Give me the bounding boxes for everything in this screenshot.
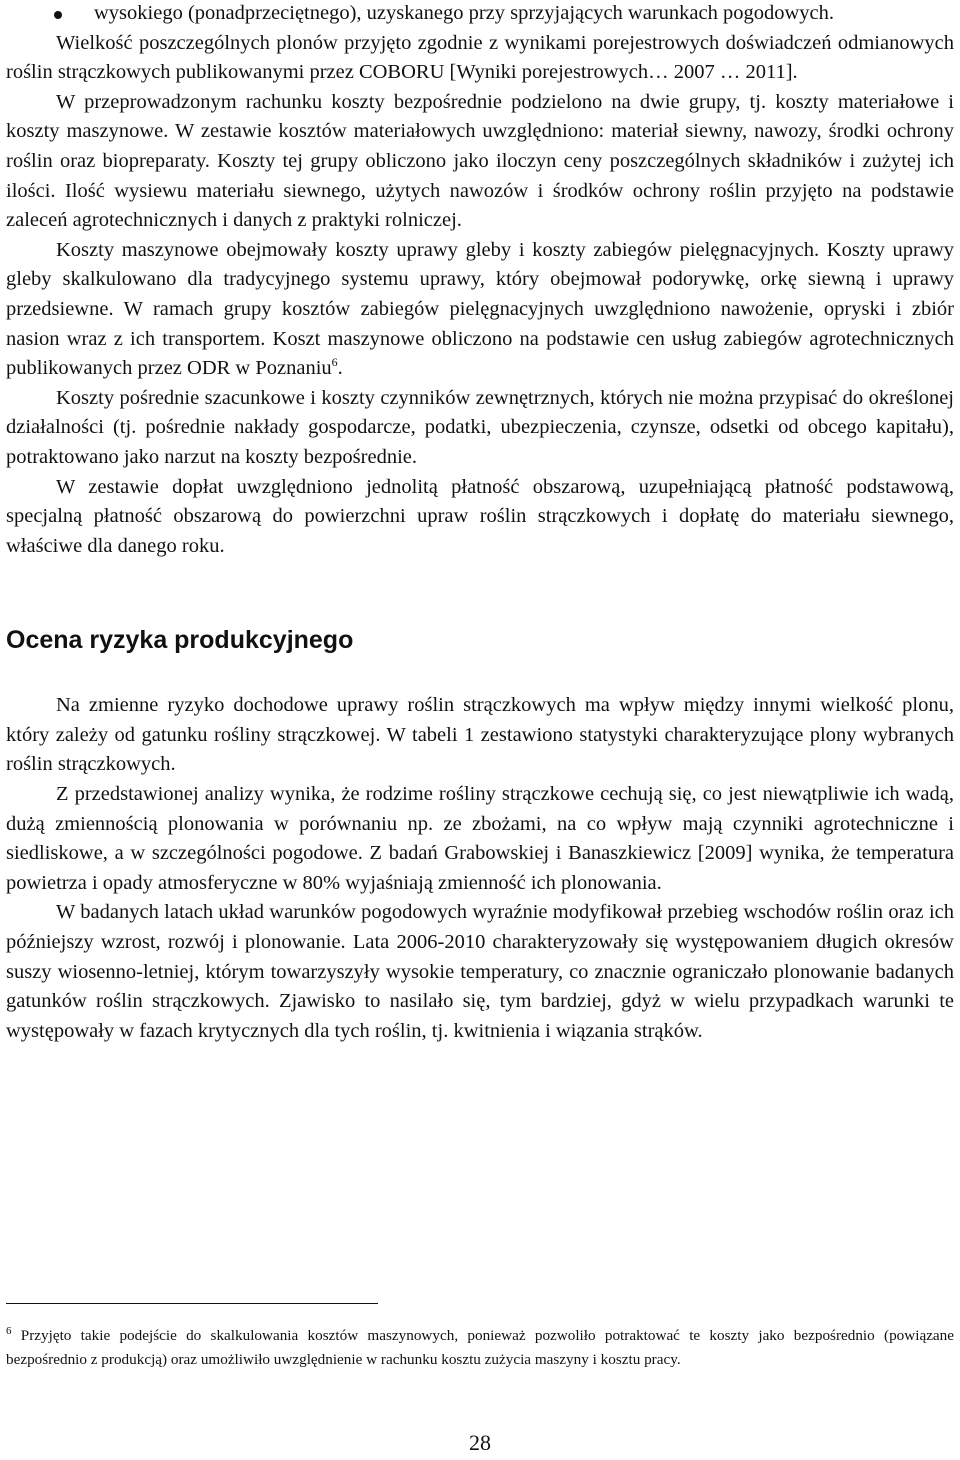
machine-costs-text: Koszty maszynowe obejmowały koszty uprawy gleby i koszty zabiegów pielęgnacyjnych. Koszty uprawy gleby skalkulowano dla tradycyjnego systemu uprawy, który obejmował podorywkę, orkę siewną i uprawy przedsiewne. W ramach grupy kosztów zabiegów pielęgnacyjnych uwzględniono nawożenie, opryski i zbiór nasion wraz z ich transportem. Koszt maszynowe obliczono na podstawie cen usług zabiegów agrotechnicznych publikowanych przez ODR w Poznaniu [6,238,954,380]
footnote-separator [6,1303,378,1304]
document-page [6,0,955,1368]
paragraph-yield-source: Wielkość poszczególnych plonów przyjęto zgodnie z wynikami porejestrowych doświadczeń odmianowych roślin strączkowych publikowanymi przez COBORU [Wyniki porejestrowych… 2007 … 2011]. [6,31,954,84]
page-number: 28 [469,1430,491,1455]
paragraph-direct-costs: W przeprowadzonym rachunku koszty bezpośrednie podzielono na dwie grupy, tj. koszty materiałowe i koszty maszynowe. W zestawie kosztów materiałowych uwzględniono: materiał siewny, nawozy, środki ochrony roślin oraz biopreparaty. Koszty tej grupy obliczono jako iloczyn ceny poszczególnych składników i zużytej ich ilości. Ilość wysiewu materiału siewnego, użytych nawozów i środków ochrony roślin przyjęto na podstawie zaleceń agrotechnicznych i danych z praktyki rolniczej. [6,90,954,232]
bullet-icon [54,11,62,19]
machine-costs-end: . [337,357,343,380]
section-heading: Ocena ryzyka produkcyjnego [6,626,354,655]
bullet-list-item [6,0,954,29]
bullet-item-text: wysokiego (ponadprzeciętnego), uzyskanego przy sprzyjających warunkach pogodowych. [94,2,835,24]
footnote [6,1324,954,1371]
footnote-text: Przyjęto takie podejście do skalkulowania kosztów maszynowych, ponieważ pozwoliło potraktować te koszty jako bezpośrednio (powiązane bezpośrednio z produkcją) oraz umożliwiło uwzględnienie w rachunku kosztu zużycia maszyny i kosztu pracy. [6,1327,955,1368]
footnote-mark: 6 [6,1324,12,1337]
paragraph-weather: W badanych latach układ warunków pogodowych wyraźnie modyfikował przebieg wschodów roślin oraz ich późniejszy wzrost, rozwój i plonowanie. Lata 2006-2010 charakteryzowały się występowaniem długich okresów suszy wiosenno-letniej, którym towarzyszyły wysokie temperatury, co znacznie ograniczało plonowanie badanych gatunków roślin strączkowych. Zjawisko to nasilało się, tym bardziej, gdyż w wielu przypadkach warunki te występowały w fazach krytycznych dla tych roślin, tj. kwitnienia i wiązania strąków. [6,901,954,1042]
paragraph-indirect-costs: Koszty pośrednie szacunkowe i koszty czynników zewnętrznych, których nie można przypisać do określonej działalności (tj. pośrednie nakłady gospodarcze, podatki, ubezpieczenia, czynsze, odsetki od obcego kapitału), potraktowano jako narzut na koszty bezpośrednie. [6,386,954,468]
paragraph-variability: Z przedstawionej analizy wynika, że rodzime rośliny strączkowe cechują się, co jest niewątpliwie ich wadą, dużą zmiennością plonowania w porównaniu np. ze zbożami, na co wpływ mają czynniki agrotechniczne i siedliskowe, a w szczególności pogodowe. Z badań Grabowskiej i Banaszkiewicz [2009] wynika, że temperatura powietrza i opady atmosferyczne w 80% wyjaśniają zmienność ich plonowania. [6,783,954,894]
paragraph-subsidies: W zestawie dopłat uwzględniono jednolitą płatność obszarową, uzupełniającą płatność podstawową, specjalną płatność obszarową do powierzchni upraw roślin strączkowych i dopłatę do materiału siewnego, właściwe dla danego roku. [6,475,954,557]
paragraph-risk-intro: Na zmienne ryzyko dochodowe uprawy roślin strączkowych ma wpływ między innymi wielkość plonu, który zależy od gatunku rośliny strączkowej. W tabeli 1 zestawiono statystyki charakteryzujące plony wybranych roślin strączkowych. [6,694,954,776]
paragraph-machine-costs [6,236,954,384]
footnote-reference[interactable]: 6 [331,355,338,370]
